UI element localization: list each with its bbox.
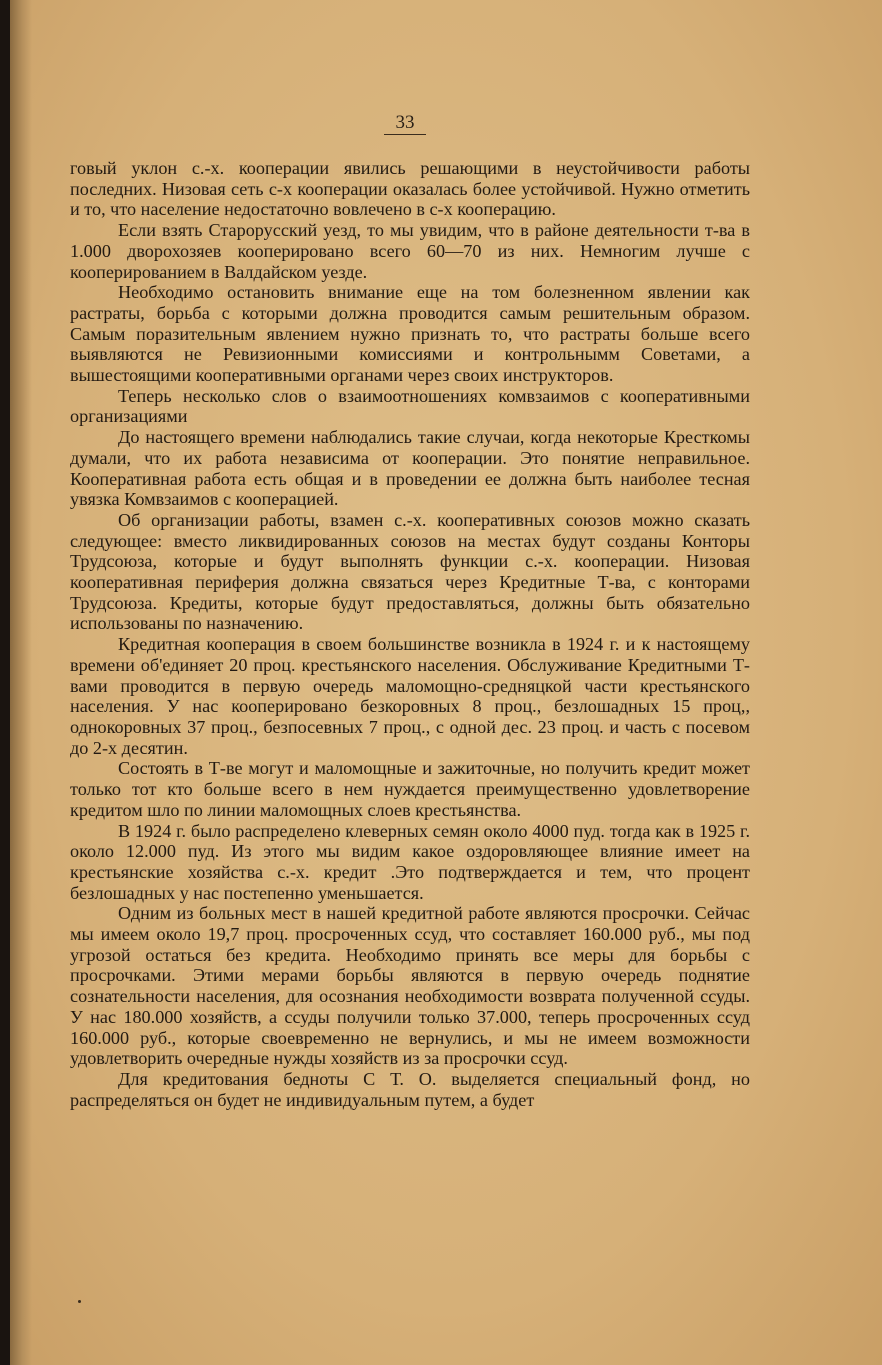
paragraph: Об организации работы, взамен с.-х. кооперативных союзов можно сказать следующее: вместо ликвидированных союзов на местах будут созданы Конторы Трудсоюза, которые и будут выполнять функции с.-х. кооперации. Низовая кооперативная периферия должна связаться через Кредитные Т-ва, с конторами Трудсоюза. Кредиты, которые будут предоставляться, должны быть обязательно использованы по назначению. <box>70 509 750 634</box>
paragraph: Теперь несколько слов о взаимоотношениях комвзаимов с кооперативными организациями <box>70 385 750 427</box>
paragraph: Одним из больных мест в нашей кредитной работе являются просрочки. Сейчас мы имеем около 19,7 проц. просроченных ссуд, что составляет 160.000 руб., мы под угрозой остаться без кредита. Необходимо принять все меры для борьбы с просрочками. Этими мерами борьбы являются в первую очередь поднятие сознательности населения, для осознания необходимости возврата полученной ссуды. У нас 180.000 хозяйств, а ссуды получили только 37.000, теперь просроченных ссуд 160.000 руб., которые своевременно не вернулись, и мы не имеем возможности удовлетворить очередные нужды хозяйств из за просрочки ссуд. <box>70 903 750 1069</box>
body-text <box>70 158 750 1110</box>
paragraph: говый уклон с.-х. кооперации явились решающими в неустойчивости работы последних. Низовая сеть с-х кооперации оказалась более устойчивой. Нужно отметить и то, что население недостаточно вовлечено в с-х кооперацию. <box>70 158 750 220</box>
paragraph: В 1924 г. было распределено клеверных семян около 4000 пуд. тогда как в 1925 г. около 12.000 пуд. Из этого мы видим какое оздоровляющее влияние имеет на крестьянские хозяйства с.-х. кредит .Это подтверждается и тем, что процент безлошадных у нас постепенно уменьшается. <box>70 820 750 903</box>
page-number: 33 <box>395 112 415 133</box>
page-number-underline <box>384 134 426 135</box>
paragraph: Необходимо остановить внимание еще на том болезненном явлении как растраты, борьба с которыми должна проводится самым решительным образом. Самым поразительным явлением нужно признать то, что растраты больше всего выявляются не Ревизионными комиссиями и контрольнымм Советами, а вышестоящими кооперативными органами через своих инструкторов. <box>70 282 750 386</box>
paragraph: Если взять Старорусский уезд, то мы увидим, что в районе деятельности т-ва в 1.000 дворохозяев кооперировано всего 60—70 из них. Немногим лучше с кооперированием в Валдайском уезде. <box>70 220 750 282</box>
paragraph: Кредитная кооперация в своем большинстве возникла в 1924 г. и к настоящему времени об'единяет 20 проц. крестьянского населения. Обслуживание Кредитными Т-вами проводится в первую очередь маломощно-средняцкой части крестьянского населения. У нас кооперировано безкоровных 8 проц., безлошадных 15 проц,, однокоровных 37 проц., безпосевных 7 проц., с одной дес. 23 проц. и часть с посевом до 2-х десятин. <box>70 634 750 758</box>
paragraph: Состоять в Т-ве могут и маломощные и зажиточные, но получить кредит может только тот кто больше всего в нем нуждается преимущественно удовлетворение кредитом шло по линии маломощных слоев крестьянства. <box>70 758 750 820</box>
paper-speck <box>78 1300 81 1303</box>
paragraph: До настоящего времени наблюдались такие случаи, когда некоторые Кресткомы думали, что их работа независима от кооперации. Это понятие неправильное. Кооперативная работа есть общая и в проведении ее должна быть наиболее тесная увязка Комвзаимов с кооперацией. <box>70 427 750 510</box>
document-page <box>10 0 882 1365</box>
paragraph: Для кредитования бедноты С Т. О. выделяется специальный фонд, но распределяться он будет не индивидуальным путем, а будет <box>70 1068 750 1110</box>
book-spine-shadow <box>10 0 32 1365</box>
